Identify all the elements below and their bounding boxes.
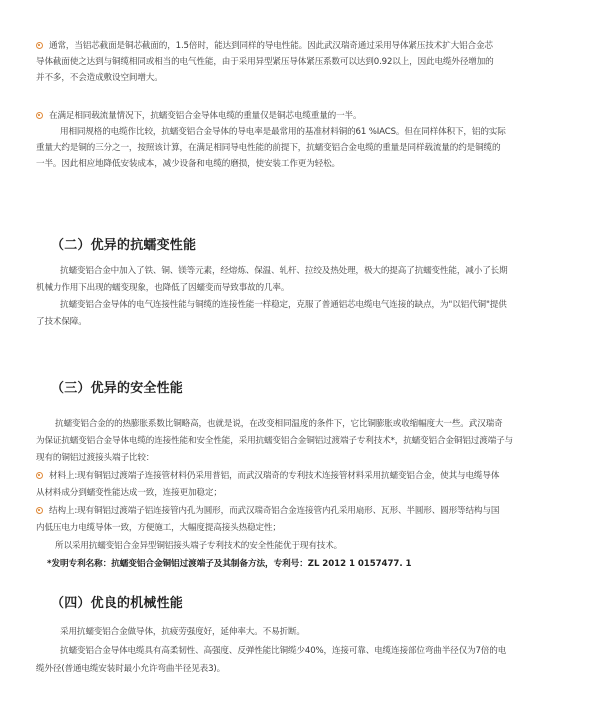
section2-line-3: 抗蠕变铝合金导体的电气连接性能与铜缆的连接性能一样稳定，克服了普通铝芯电缆电气连接的缺点，为"以铝代铜"提供 (60, 300, 507, 310)
section4-line-2: 抗蠕变铝合金导体电缆具有高柔韧性、高强度、反弹性能比铜缆少40%，连接可靠、电缆连接部位弯曲半径仅为7倍的电 (60, 646, 507, 656)
patent-note: *发明专利名称：抗蠕变铝合金铜铝过渡端子及其制备方法，专利号：ZL 2012 1 0157477. 1 (47, 559, 412, 569)
section-heading-mechanical: （四）优良的机械性能 (51, 596, 184, 611)
section4-line-3: 缆外径(普通电缆安装时最小允许弯曲半径见表3)。 (36, 664, 226, 674)
section2-line-2: 机械力作用下出现的蠕变现象，也降低了因蠕变而导致事故的几率。 (36, 283, 290, 293)
section3-line-3: 现有的铜铝过渡接头端子比较： (36, 453, 155, 463)
circle-bullet-icon (36, 507, 43, 514)
section3-line-7: 内低压电力电缆导体一致，方便施工，大幅度提高接头热稳定性； (36, 523, 281, 533)
para1-line-3: 并不多，不会造成敷设空间增大。 (36, 73, 163, 83)
para2-line-1: 在满足相同载流量情况下，抗蠕变铝合金导体电缆的重量仅是铜芯电缆重量的一半。 (36, 110, 361, 123)
para2-line-2: 用相同规格的电缆作比较，抗蠕变铝合金导体的导电率是最常用的基准材料铜的61 %IACS。但在同样体积下，铝的实际 (60, 127, 506, 137)
para1-line-1: 通常，当铝芯截面是铜芯截面的，1.5倍时，能达到同样的导电性能。因此武汉瑞奇通过采用导体紧压技术扩大铝合金芯 (36, 40, 493, 53)
section3-line-2: 为保证抗蠕变铝合金导体电缆的连接性能和安全性能，采用抗蠕变铝合金铜铝过渡端子专利技术*，抗蠕变铝合金铜铝过渡端子与 (36, 436, 513, 446)
section3-line-6: 结构上:现有铜铝过渡端子铝连接管内孔为圆形，而武汉瑞奇铝合金连接管内孔采用扇形、瓦形、半圆形、圆形等结构与国 (36, 505, 499, 518)
para2-line-4: 一半。因此相应地降低安装成本，减少设备和电缆的磨损，使安装工作更为轻松。 (36, 159, 340, 169)
para2-line-3: 重量大约是铜的三分之一，按照该计算，在满足相同导电性能的前提下，抗蠕变铝合金电缆的重量是同样载流量的约是铜缆的 (36, 143, 501, 153)
circle-bullet-icon (36, 42, 43, 49)
section3-line-8: 所以采用抗蠕变铝合金异型铜铝接头端子专利技术的安全性能优于现有技术。 (55, 541, 343, 551)
section3-line-5: 从材料成分到蠕变性能达成一致，连接更加稳定； (36, 488, 222, 498)
section3-line-4: 材料上:现有铜铝过渡端子连接管材料仍采用普铝，而武汉瑞奇的专利技术连接管材料采用抗蠕变铝合金，使其与电缆导体 (36, 470, 499, 483)
section-heading-safety: （三）优异的安全性能 (51, 381, 184, 396)
para1-line-2: 导体截面使之达到与铜缆相同或相当的电气性能，由于采用异型紧压导体紧压系数可以达到0.92以上，因此电缆外径增加的 (36, 57, 494, 67)
section2-line-1: 抗蠕变铝合金中加入了铁、铜、镁等元素，经熔炼、保温、轧杆、拉绞及热处理，极大的提高了抗蠕变性能，减小了长期 (60, 266, 508, 276)
section2-line-4: 了技术保障。 (36, 317, 87, 327)
section3-line-1: 抗蠕变铝合金的的热膨胀系数比铜略高，也就是说，在改变相同温度的条件下，它比铜膨胀或收缩幅度大一些。武汉瑞奇 (55, 419, 503, 429)
section4-line-1: 采用抗蠕变铝合金做导体，抗疲劳强度好，延伸率大。不易折断。 (60, 627, 305, 637)
circle-bullet-icon (36, 112, 43, 119)
section-heading-creep: （二）优异的抗蠕变性能 (51, 238, 197, 253)
circle-bullet-icon (36, 472, 43, 479)
